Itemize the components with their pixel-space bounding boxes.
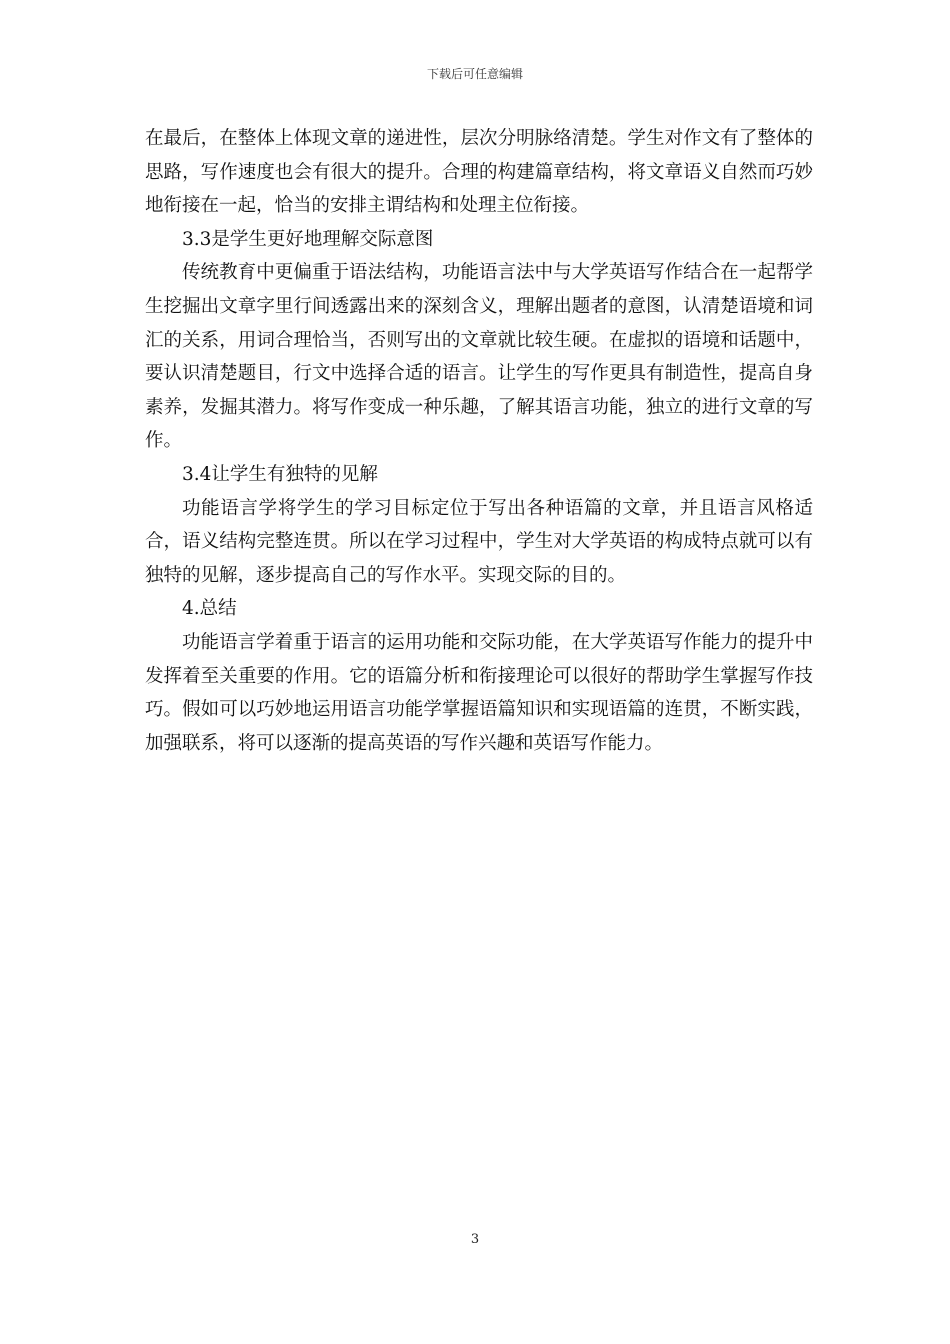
section-heading-3-4: 3.4让学生有独特的见解 bbox=[182, 463, 378, 485]
paragraph-conclusion: 功能语言学着重于语言的运用功能和交际功能，在大学英语写作能力的提升中发挥着至关重要的作用。它的语篇分析和衔接理论可以很好的帮助学生掌握写作技巧。假如可以巧妙地运用语言功能学掌握语篇知识和实现语篇的连贯，不断实践，加强联系，将可以逐渐的提高英语的写作兴趣和英语写作能力。 bbox=[145, 631, 813, 754]
page-header-note: 下载后可任意编辑 bbox=[426, 67, 523, 81]
section-heading-3-3: 3.3是学生更好地理解交际意图 bbox=[182, 228, 434, 250]
document-body bbox=[145, 122, 813, 760]
page-number: 3 bbox=[470, 1232, 480, 1247]
paragraph-continuation: 在最后，在整体上体现文章的递进性，层次分明脉络清楚。学生对作文有了整体的思路，写作速度也会有很大的提升。合理的构建篇章结构，将文章语义自然而巧妙地衔接在一起，恰当的安排主谓结构和处理主位衔接。 bbox=[145, 128, 813, 217]
paragraph-3-4: 功能语言学将学生的学习目标定位于写出各种语篇的文章，并且语言风格适合，语义结构完整连贯。所以在学习过程中，学生对大学英语的构成特点就可以有独特的见解，逐步提高自己的写作水平。实现交际的目的。 bbox=[145, 497, 813, 586]
paragraph-3-3: 传统教育中更偏重于语法结构，功能语言法中与大学英语写作结合在一起帮学生挖掘出文章字里行间透露出来的深刻含义，理解出题者的意图，认清楚语境和词汇的关系，用词合理恰当，否则写出的文章就比较生硬。在虚拟的语境和话题中，要认识清楚题目，行文中选择合适的语言。让学生的写作更具有制造性，提高自身素养，发掘其潜力。将写作变成一种乐趣，了解其语言功能，独立的进行文章的写作。 bbox=[145, 262, 813, 452]
section-heading-4: 4.总结 bbox=[182, 598, 237, 620]
